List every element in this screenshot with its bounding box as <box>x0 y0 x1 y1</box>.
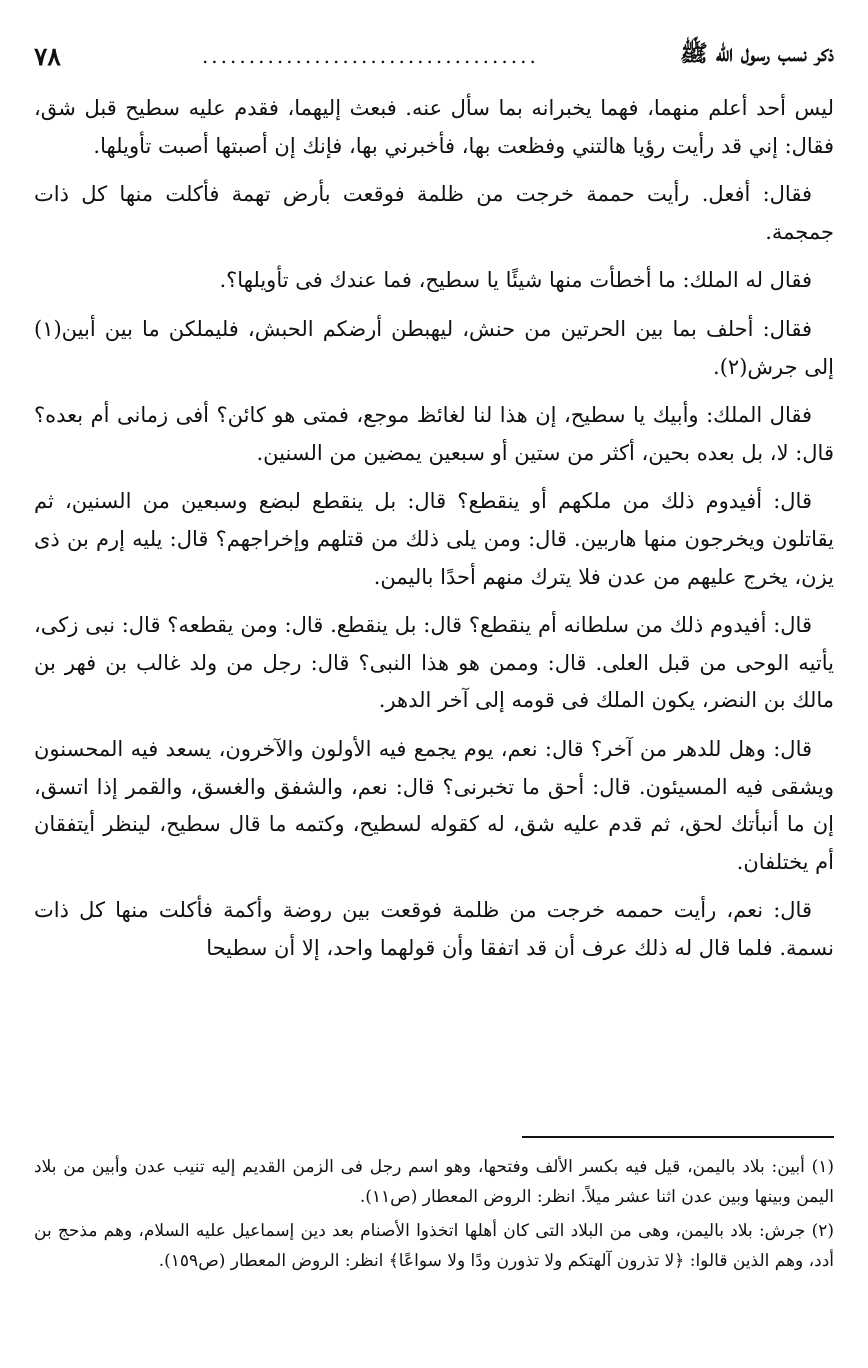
paragraph: قال: أفيدوم ذلك من سلطانه أم ينقطع؟ قال: بل ينقطع. قال: ومن يقطعه؟ قال: نبى زكى، يأتيه الوحى من قبل العلى. قال: وممن هو هذا النبى؟ قال: رجل من ولد غالب بن فهر بن مالك بن النضر، يكون الملك فى قومه إلى آخر الدهر. <box>34 613 834 713</box>
paragraph: فقال الملك: وأبيك يا سطيح، إن هذا لنا لغائظ موجع، فمتى هو كائن؟ أفى زمانى أم بعده؟ قال: لا، بل بعده بحين، أكثر من ستين أو سبعين يمضين من السنين. <box>34 403 834 465</box>
paragraph: قال: أفيدوم ذلك من ملكهم أو ينقطع؟ قال: بل ينقطع لبضع وسبعين من السنين، ثم يقاتلون ويخرجون منها هاربين. قال: ومن يلى ذلك من قتلهم وإخراجهم؟ قال: يليه إرم بن ذى يزن، يخرج عليهم من عدن فلا يترك منهم أحدًا باليمن. <box>34 489 834 589</box>
page-header <box>34 28 834 84</box>
footnote-separator <box>522 1136 834 1138</box>
footnote: (١) أبين: بلاد باليمن، قيل فيه بكسر الألف وفتحها، وهو اسم رجل فى الزمن القديم إليه تنيب عدن وأبين من بلاد اليمن وبينها وبين عدن اثنا عشر ميلاً. انظر: الروض المعطار (ص١١). <box>34 1157 834 1207</box>
paragraph: قال: نعم، رأيت حممه خرجت من ظلمة فوقعت بين روضة وأكمة فأكلت منها كل ذات نسمة. فلما قال له ذلك عرف أن قد اتفقا وأن قولهما واحد، إلا أن سطيحا <box>34 898 834 960</box>
book-page <box>34 28 834 1348</box>
running-title: ذكر نسب رسول الله ﷺ <box>679 40 834 67</box>
main-text <box>34 90 834 967</box>
footnote: (٢) جرش: بلاد باليمن، وهى من البلاد التى كان أهلها اتخذوا الأصنام بعد دين إسماعيل عليه السلام، وهم مذحج بن أدد، وهم الذين قالوا: ﴿لا تذرون آلهتكم ولا تذورن ودًا ولا سواعًا﴾ انظر: الروض المعطار (ص١٥٩). <box>34 1221 834 1271</box>
paragraph: ليس أحد أعلم منهما، فهما يخبرانه بما سأل عنه. فبعث إليهما، فقدم عليه سطيح قبل شق، فقال: إني قد رأيت رؤيا هالتني وفظعت بها، فأخبرني بها، فإنك إن أصبتها أصبت تأويلها. <box>34 96 834 158</box>
paragraph: قال: وهل للدهر من آخر؟ قال: نعم، يوم يجمع فيه الأولون والآخرون، يسعد فيه المحسنون ويشقى فيه المسيئون. قال: أحق ما تخبرنى؟ قال: نعم، والشفق والغسق، والقمر إذا اتسق، إن ما أنبأتك لحق، ثم قدم عليه شق، له كقوله لسطيح، وكتمه ما قال سطيح، لينظر أيتفقان أم يختلفان. <box>34 736 834 874</box>
footnotes <box>34 1152 834 1280</box>
header-leader-dots: .................................... <box>201 44 539 68</box>
paragraph: فقال: أفعل. رأيت حممة خرجت من ظلمة فوقعت بأرض تهمة فأكلت منها كل ذات جمجمة. <box>34 182 834 244</box>
page-number: ٧٨ <box>34 41 61 71</box>
paragraph: فقال: أحلف بما بين الحرتين من حنش، ليهبطن أرضكم الحبش، فليملكن ما بين أبين(١) إلى جرش(٢). <box>34 316 834 379</box>
paragraph: فقال له الملك: ما أخطأت منها شيئًا يا سطيح، فما عندك فى تأويلها؟. <box>219 268 812 293</box>
